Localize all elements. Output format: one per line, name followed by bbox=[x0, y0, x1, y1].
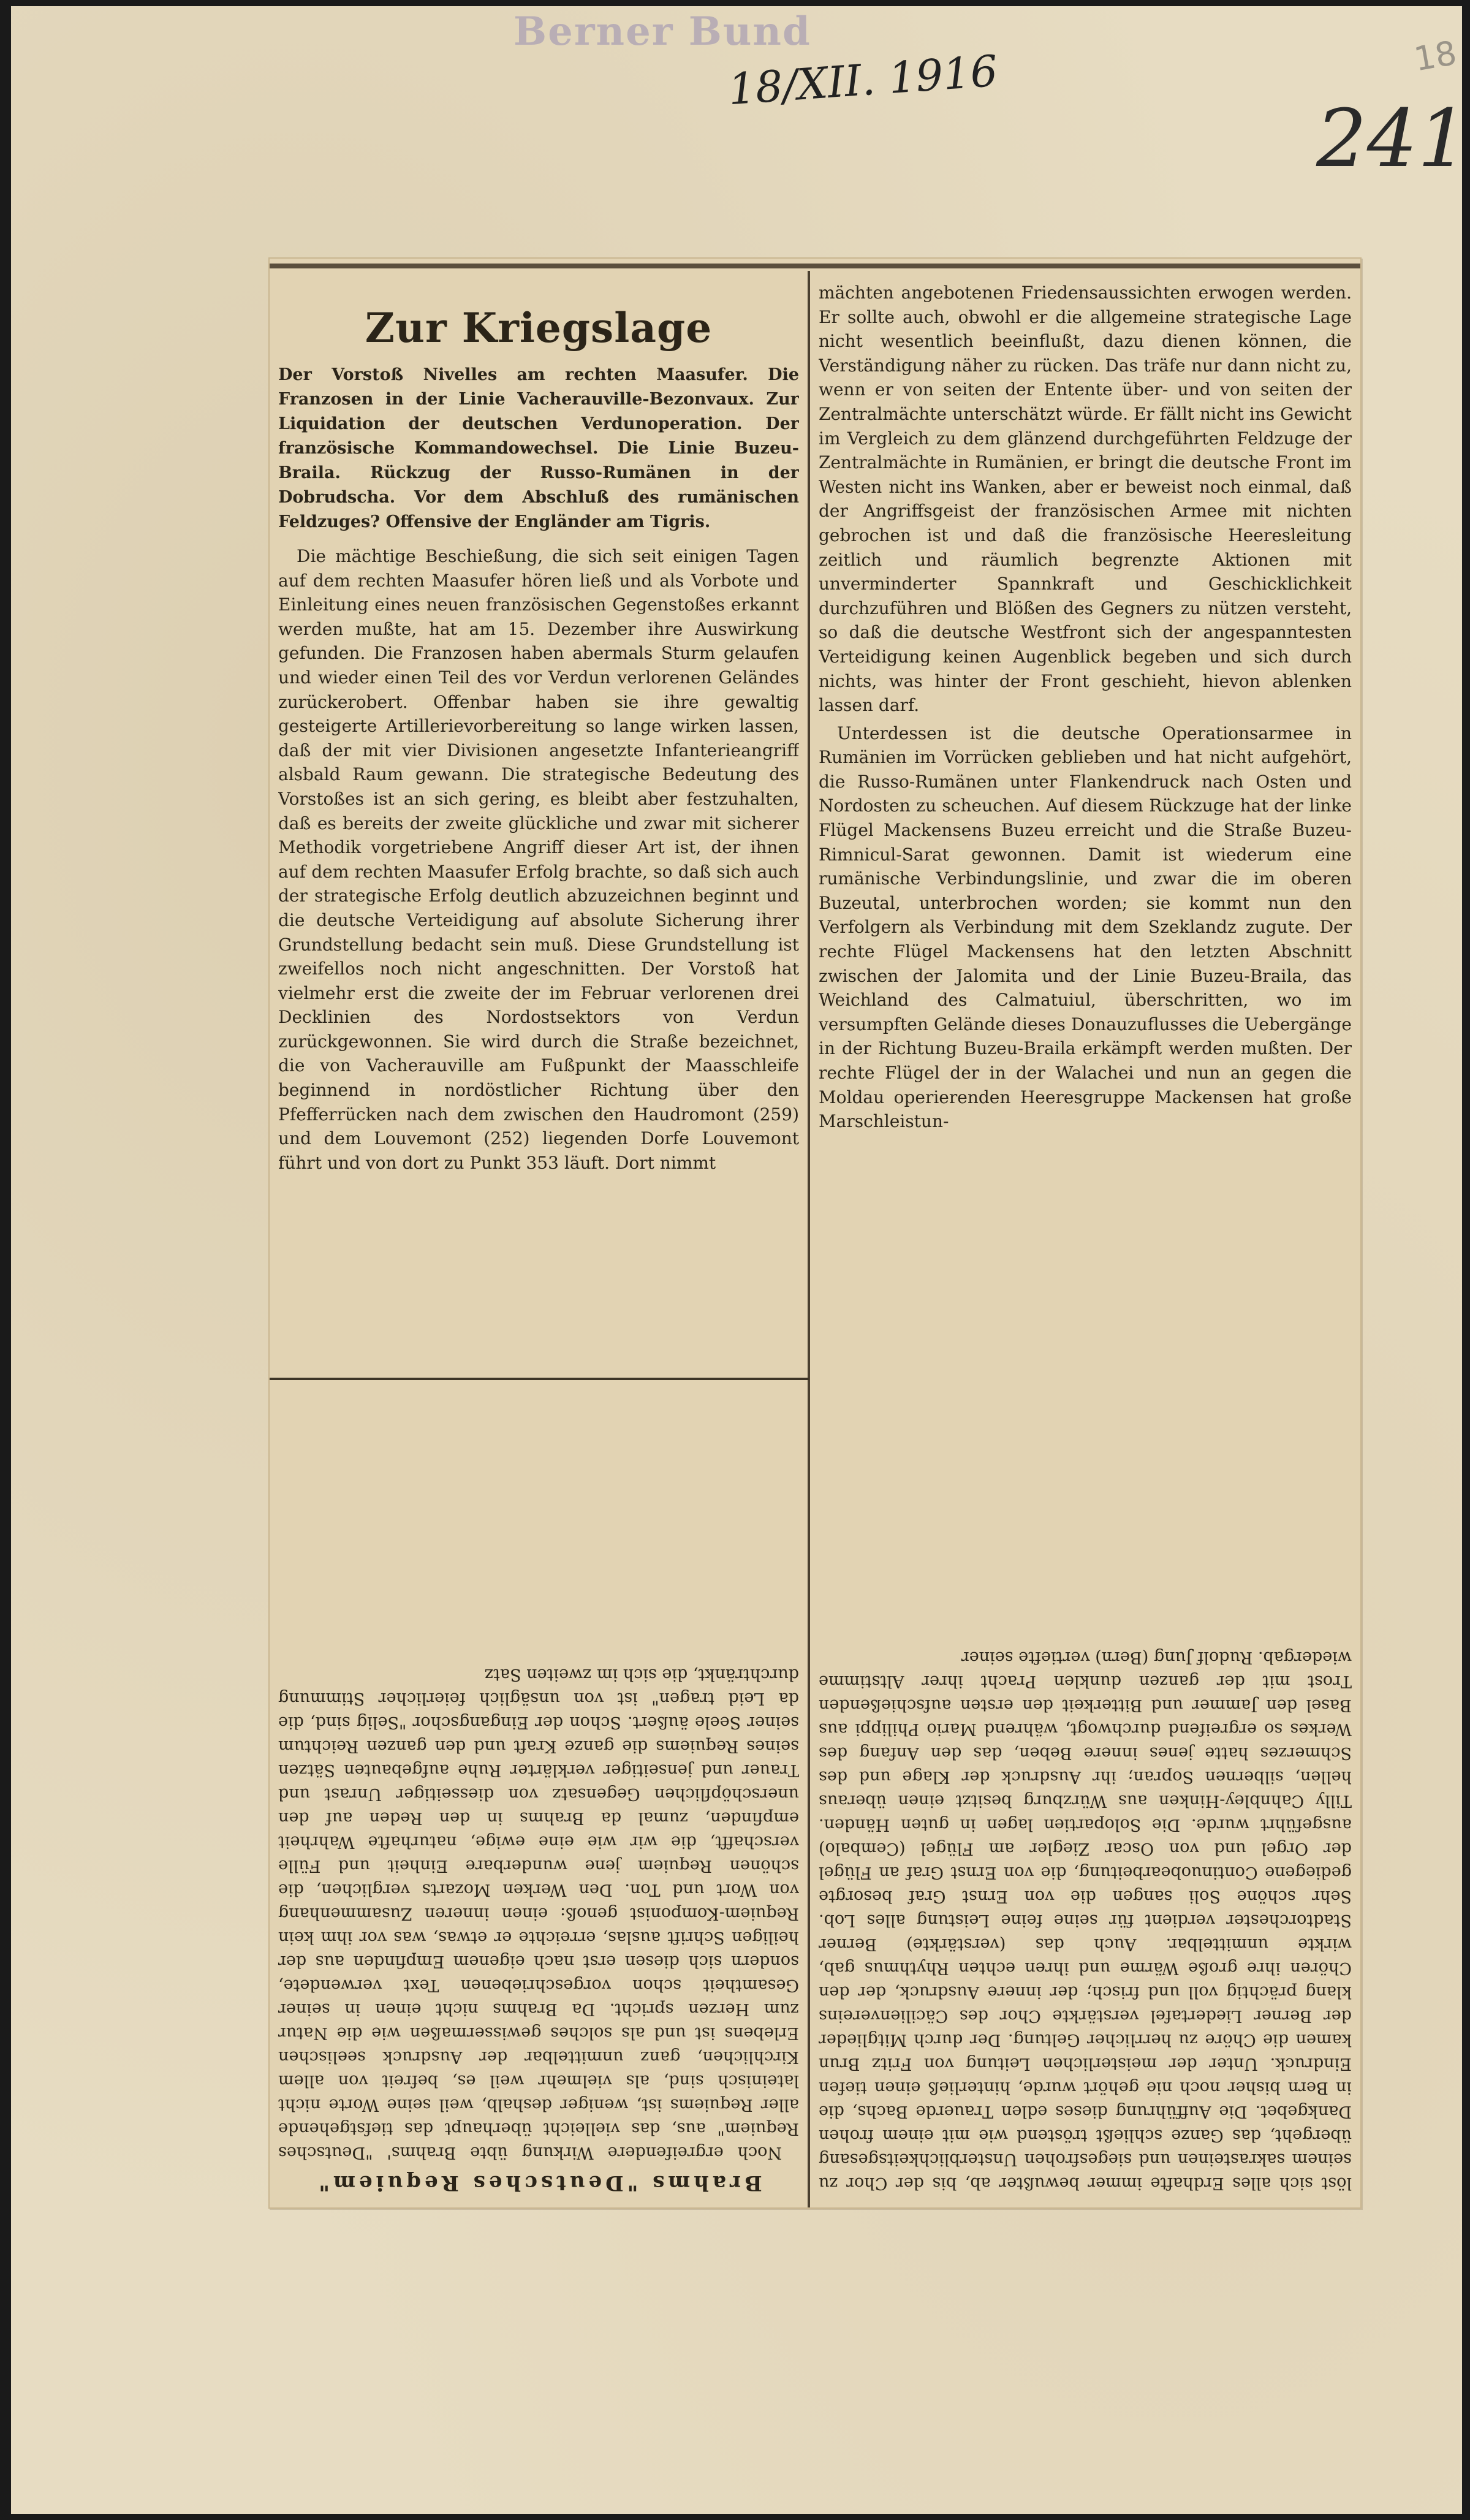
inverted-paragraph: löst sich alles Erdhafte immer bewußter ab, bis der Chor zu seinem sakrasteinen und siegesfrohen Unsterblichkeitsgesang übergeht, das Ganze schließt tröstend wie mit einem frohen Dankgebet. Die Aufführung dieses edlen Trauerde Bachs, die in Bern bisher noch nie gehört wurde, hinterließ einen tiefen Eindruck. Unter der meisterlichen Leitung von Fritz Brun kamen die Chöre zu herrlicher Geltung. Der durch Mitglieder der Berner Liedertafel verstärkte Chor des Cäcilienvereins klang prächtig voll und frisch; der innere Ausdruck, der den Chören ihre große Wärme und ihren echten Rhythmus gab, wirkte unmittelbar. Auch das (verstärkte) Berner Stadtorchester verdient für seine feine Leistung alles Lob. Sehr schöne Soli sangen die von Ernst Graf besorgte gediegene Continuobearbeitung, die von Ernst Graf an Flügel der Orgel und von Oscar Ziegler am Flügel (Cembalo) ausgeführt wurde. Die Solopartien lagen in guten Händen. Tilly Cahnbley-Hinken aus Würzburg besitzt einen überaus hellen, silbernen Sopran; ihr Ausdruck der Klage und des Schmerzes hatte jenes innere Beben, das den Anfang des Werkes so ergreifend durchwogt, während Mario Philippi aus Basel den Jammer und Bitterkeit den ersten aufschießenden Trost mit der ganzen dunklen Pracht ihrer Altstimme wiedergab. Rudolf Jung (Bern) vertiefte seiner bbox=[819, 1648, 1352, 2193]
article-paragraph-continued: mächten angebotenen Friedensaussichten erwogen werden. Er sollte auch, obwohl er die allgemeine strategische Lage nicht wesentlich beeinflußt, dazu dienen können, die Verständigung näher zu rücken. Das träfe nur dann nicht zu, wenn er von seiten der Entente über- und von seiten der Zentralmächte unterschätzt würde. Er fällt nicht ins Gewicht im Vergleich zu dem glänzend durchgeführten Feldzuge der Zentralmächte in Rumänien, er bringt die deutsche Front im Westen nicht ins Wanken, aber er beweist noch einmal, daß der Angriffsgeist der französischen Armee mit nichten gebrochen ist und daß die französische Heeresleitung zeitlich und räumlich begrenzte Aktionen mit unverminderter Spannkraft und Geschicklichkeit durchzuführen und Blößen des Gegners zu nützen versteht, so daß die deutsche Westfront sich der angespanntesten Verteidigung keinen Augenblick begeben und sich durch nichts, was hinter der Front geschieht, hievon ablenken lassen darf. bbox=[819, 283, 1352, 716]
handwritten-page-number: 241 bbox=[1316, 92, 1469, 185]
column-divider bbox=[808, 271, 810, 2207]
left-column bbox=[278, 295, 799, 1374]
top-rule bbox=[270, 264, 1360, 268]
upside-down-left-column bbox=[278, 1384, 799, 2199]
newspaper-clipping bbox=[268, 257, 1362, 2209]
upside-down-right-column bbox=[819, 1411, 1352, 2195]
archive-sheet bbox=[11, 6, 1469, 2514]
right-column bbox=[819, 281, 1352, 1408]
pencil-mark: 18 bbox=[1411, 33, 1460, 79]
inverted-article-title: Brahms "Deutsches Requiem" bbox=[315, 2171, 762, 2195]
clipping-fold-line bbox=[270, 1378, 809, 1380]
article-paragraph: Unterdessen ist die deutsche Operationsarmee in Rumänien im Vorrücken geblieben und hat nicht aufgehört, die Russo-Rumänen unter Flankendruck nach Osten und Nordosten zu scheuchen. Auf diesem Rückzuge hat der linke Flügel Mackensens Buzeu erreicht und die Straße Buzeu-Rimnicul-Sarat gewonnen. Damit ist wiederum eine rumänische Verbindungslinie, und zwar die im oberen Buzeutal, unterbrochen worden; sie kommt nun den Verfolgern als Verbindung mit dem Szeklandz zugute. Der rechte Flügel Mackensens hat den letzten Abschnitt zwischen der Jalomita und der Linie Buzeu-Braila, das Weichland des Calmatuiul, überschritten, wo im versumpften Gelände dieses Donauzuflusses die Uebergänge in der Richtung Buzeu-Braila erkämpft werden mußten. Der rechte Flügel der in der Walachei und nun an gegen die Moldau operierenden Heeresgruppe Mackensen hat große Marschleistun- bbox=[819, 723, 1352, 1132]
handwritten-date: 18/XII. 1916 bbox=[726, 45, 999, 115]
article-headline: Zur Kriegslage bbox=[365, 304, 713, 352]
newspaper-stamp: Berner Bund bbox=[513, 9, 811, 55]
article-paragraph: Die mächtige Beschießung, die sich seit einigen Tagen auf dem rechten Maasufer hören ließ und als Vorbote und Einleitung eines neuen französischen Gegenstoßes erkannt werden mußte, hat am 15. Dezember ihre Auswirkung gefunden. Die Franzosen haben abermals Sturm gelaufen und wieder einen Teil des vor Verdun verlorenen Geländes zurückerobert. Offenbar haben sie ihre gewaltig gesteigerte Artillerievorbereitung so lange wirken lassen, daß der mit vier Divisionen angesetzte Infanterieangriff alsbald Raum gewann. Die strategische Bedeutung des Vorstoßes ist an sich gering, es bleibt aber festzuhalten, daß es bereits der zweite glückliche und zwar mit sicherer Methodik vorgetriebene Angriff dieser Art ist, der ihnen auf dem rechten Maasufer Erfolg brachte, so daß sich auch der strategische Erfolg deutlich abzuzeichnen beginnt und die deutsche Verteidigung auf absolute Sicherung ihrer Grundstellung bedacht sein muß. Diese Grundstellung ist zweifellos noch nicht angeschnitten. Der Vorstoß hat vielmehr erst die zweite der im Februar verlorenen drei Decklinien des Nordostsektors von Verdun zurückgewonnen. Sie wird durch die Straße bezeichnet, die von Vacherauville am Fußpunkt der Maasschleife beginnend in nordöstlicher Richtung über den Pfefferrücken nach dem zwischen den Haudromont (259) und dem Louvemont (252) liegenden Dorfe Louvemont führt und von dort zu Punkt 353 läuft. Dort nimmt bbox=[278, 546, 799, 1173]
inverted-paragraph: Noch ergreifendere Wirkung übte Brahms' "Deutsches Requiem" aus, das vielleicht überhaupt das tiefstgehende aller Requiems ist, weniger deshalb, weil seine Worte nicht lateinisch sind, als vielmehr weil es, befreit von allem Kirchlichen, ganz unmittelbar der Ausdruck seelischen Erlebens ist und als solches gewissermaßen wie die Natur zum Herzen spricht. Da Brahms nicht einen in seiner Gesamtheit schon vorgeschriebenen Text verwendete, sondern sich diesen erst nach eigenem Empfinden aus der heiligen Schrift auslas, erreichte er etwas, was vor ihm kein Requiem-Komponist genoß: einen inneren Zusammenhang von Wort und Ton. Den Werken Mozarts verglichen, die schönen Requiem jene wunderbare Einheit und Fülle verschafft, die wir wie eine ewige, naturhafte Wahrheit empfinden, zumal da Brahms in den Reden auf den unerschöpflichen Gegensatz von diesseitiger Unrast und Trauer und jenseitiger verklärter Ruhe aufgebauten Sätzen seines Requiems die ganze Kraft und den ganzen Reichtum seiner Seele äußert. Schon der Eingangschor "Selig sind, die da Leid tragen" ist von unsäglich feierlicher Stimmung durchtränkt, die sich im zweiten Satz bbox=[278, 1665, 799, 2162]
article-summary: Der Vorstoß Nivelles am rechten Maasufer. Die Franzosen in der Linie Vacherauville-Bezonvaux. Zur Liquidation der deutschen Verdunoperation. Der französische Kommandowechsel. Die Linie Buzeu-Braila. Rückzug der Russo-Rumänen in der Dobrudscha. Vor dem Abschluß des rumänischen Feldzuges? Offensive der Engländer am Tigris. bbox=[278, 365, 799, 531]
